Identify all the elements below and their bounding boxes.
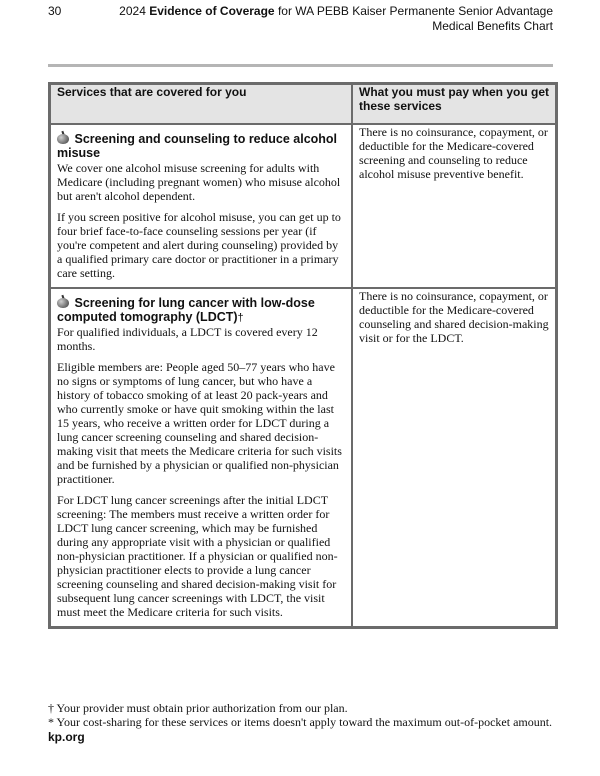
footer-site-link[interactable]: kp.org xyxy=(48,730,85,744)
footnote-asterisk: * Your cost-sharing for these services or items doesn't apply toward the maximum out-of-pocket amount. xyxy=(48,715,553,729)
table-row xyxy=(50,124,557,288)
service-cell xyxy=(50,288,353,628)
footnote-dagger: † Your provider must obtain prior authorization from our plan. xyxy=(48,701,348,715)
cost-text: There is no coinsurance, copayment, or deductible for the Medicare-covered counseling and shared decision-making visit or for the LDCT. xyxy=(359,289,549,345)
service-title xyxy=(57,131,345,161)
cost-cell xyxy=(352,288,557,628)
prior-auth-mark: † xyxy=(237,312,244,324)
column-header-services: Services that are covered for you xyxy=(50,84,353,125)
service-description: For LDCT lung cancer screenings after the initial LDCT screening: The members must receive a written order for LDCT lung cancer screening, which may be furnished during any appropriate visit with a physician or qualified non-physician practitioner. If a physician or qualified non-physician practitioner elects to provide a lung cancer screening counseling and shared decision-making visit for subsequent lung cancer screenings with LDCT, the visit must meet the Medicare criteria for such visits. xyxy=(57,493,338,619)
cost-text: There is no coinsurance, copayment, or deductible for the Medicare-covered screening and counseling to reduce alcohol misuse preventive benefit. xyxy=(359,125,548,181)
column-header-cost: What you must pay when you get these services xyxy=(352,84,557,125)
page-number: 30 xyxy=(48,4,62,18)
table-row xyxy=(50,288,557,628)
apple-icon xyxy=(57,131,69,144)
footnotes xyxy=(48,701,568,729)
header-divider xyxy=(48,64,553,67)
apple-icon xyxy=(57,295,69,308)
service-description: Eligible members are: People aged 50–77 years who have no signs or symptoms of lung cancer, but who have a history of tobacco smoking of at least 20 pack-years and who currently smoke or have quit smoking within the last 15 years, who receive a written order for LDCT during a lung cancer screening counseling and shared decision-making visit that meets the Medicare criteria for such visits and be furnished by a physician or qualified non-physician practitioner. xyxy=(57,360,342,486)
title-bold: Evidence of Coverage xyxy=(149,4,275,18)
service-cell xyxy=(50,124,353,288)
service-description: If you screen positive for alcohol misuse, you can get up to four brief face-to-face counseling sessions per year (if you're competent and alert during counseling) provided by a qualified primary care doctor or practitioner in a primary care setting. xyxy=(57,210,341,280)
document-header xyxy=(113,4,553,34)
service-title-text: Screening for lung cancer with low-dose computed tomography (LDCT) xyxy=(57,296,315,324)
service-title xyxy=(57,295,345,325)
table-header-row xyxy=(50,84,557,125)
title-year: 2024 xyxy=(119,4,146,18)
service-description: For qualified individuals, a LDCT is covered every 12 months. xyxy=(57,325,318,353)
benefits-table xyxy=(48,82,558,629)
document-title xyxy=(113,4,553,19)
service-title-text: Screening and counseling to reduce alcohol misuse xyxy=(57,132,338,160)
title-rest: for WA PEBB Kaiser Permanente Senior Advantage xyxy=(277,4,553,18)
cost-cell xyxy=(352,124,557,288)
service-description: We cover one alcohol misuse screening for adults with Medicare (including pregnant women) who misuse alcohol but aren't alcohol dependent. xyxy=(57,161,341,203)
document-subtitle: Medical Benefits Chart xyxy=(432,19,553,33)
